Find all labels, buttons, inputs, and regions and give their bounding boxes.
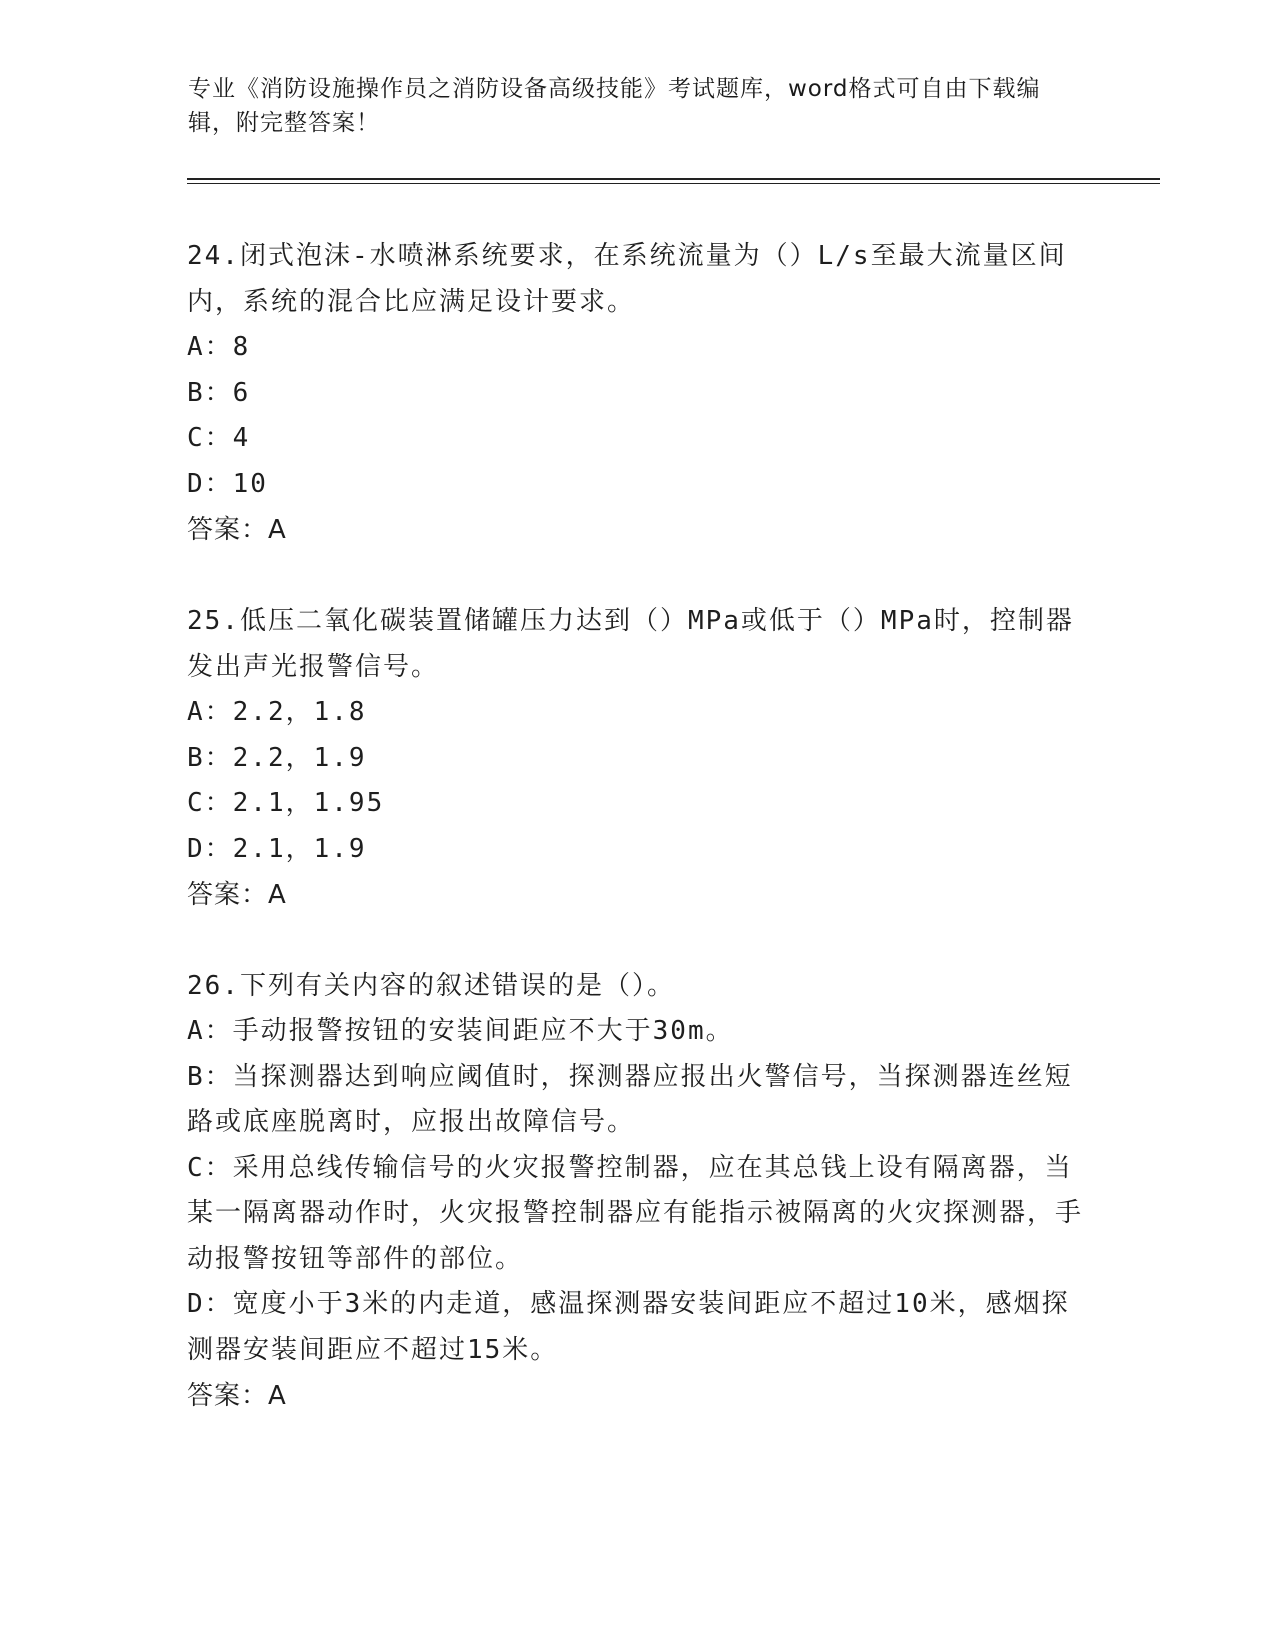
- header-divider: [187, 178, 1160, 184]
- document-header: 专业《消防设施操作员之消防设备高级技能》考试题库，word格式可自由下载编辑，附完整答案！: [188, 76, 1041, 136]
- question-24: [187, 233, 1087, 553]
- option-c: C：4: [187, 423, 251, 453]
- option-b: B：2.2，1.9: [187, 742, 367, 773]
- question-26: [187, 963, 1087, 1419]
- option-c: C：2.1，1.95: [187, 788, 385, 818]
- option-a: A：8: [187, 332, 251, 362]
- answer-line: 答案：A: [187, 515, 287, 545]
- option-d: D：10: [187, 468, 268, 499]
- option-d: D：宽度小于3米的内走道，感温探测器安装间距应不超过10米，感烟探测器安装间距应不超过15米。: [187, 1289, 1070, 1365]
- question-stem: 24.闭式泡沫-水喷淋系统要求，在系统流量为（）L/s至最大流量区间内，系统的混合比应满足设计要求。: [187, 241, 1067, 317]
- question-stem: 26.下列有关内容的叙述错误的是（）。: [187, 971, 675, 1001]
- option-a: A：2.2，1.8: [187, 697, 367, 727]
- answer-line: 答案：A: [187, 880, 287, 910]
- option-c: C：采用总线传输信号的火灾报警控制器，应在其总钱上设有隔离器，当某一隔离器动作时，火灾报警控制器应有能指示被隔离的火灾探测器，手动报警按钮等部件的部位。: [187, 1152, 1084, 1274]
- answer-line: 答案：A: [187, 1381, 287, 1411]
- option-b: B：6: [187, 377, 251, 408]
- option-d: D：2.1，1.9: [187, 833, 367, 864]
- option-a: A：手动报警按钮的安装间距应不大于30m。: [187, 1016, 734, 1046]
- question-stem: 25.低压二氧化碳装置储罐压力达到（）MPa或低于（）MPa时，控制器发出声光报警信号。: [187, 606, 1074, 682]
- option-b: B：当探测器达到响应阈值时，探测器应报出火警信号，当探测器连丝短路或底座脱离时，应报出故障信号。: [187, 1061, 1073, 1137]
- question-25: [187, 598, 1087, 918]
